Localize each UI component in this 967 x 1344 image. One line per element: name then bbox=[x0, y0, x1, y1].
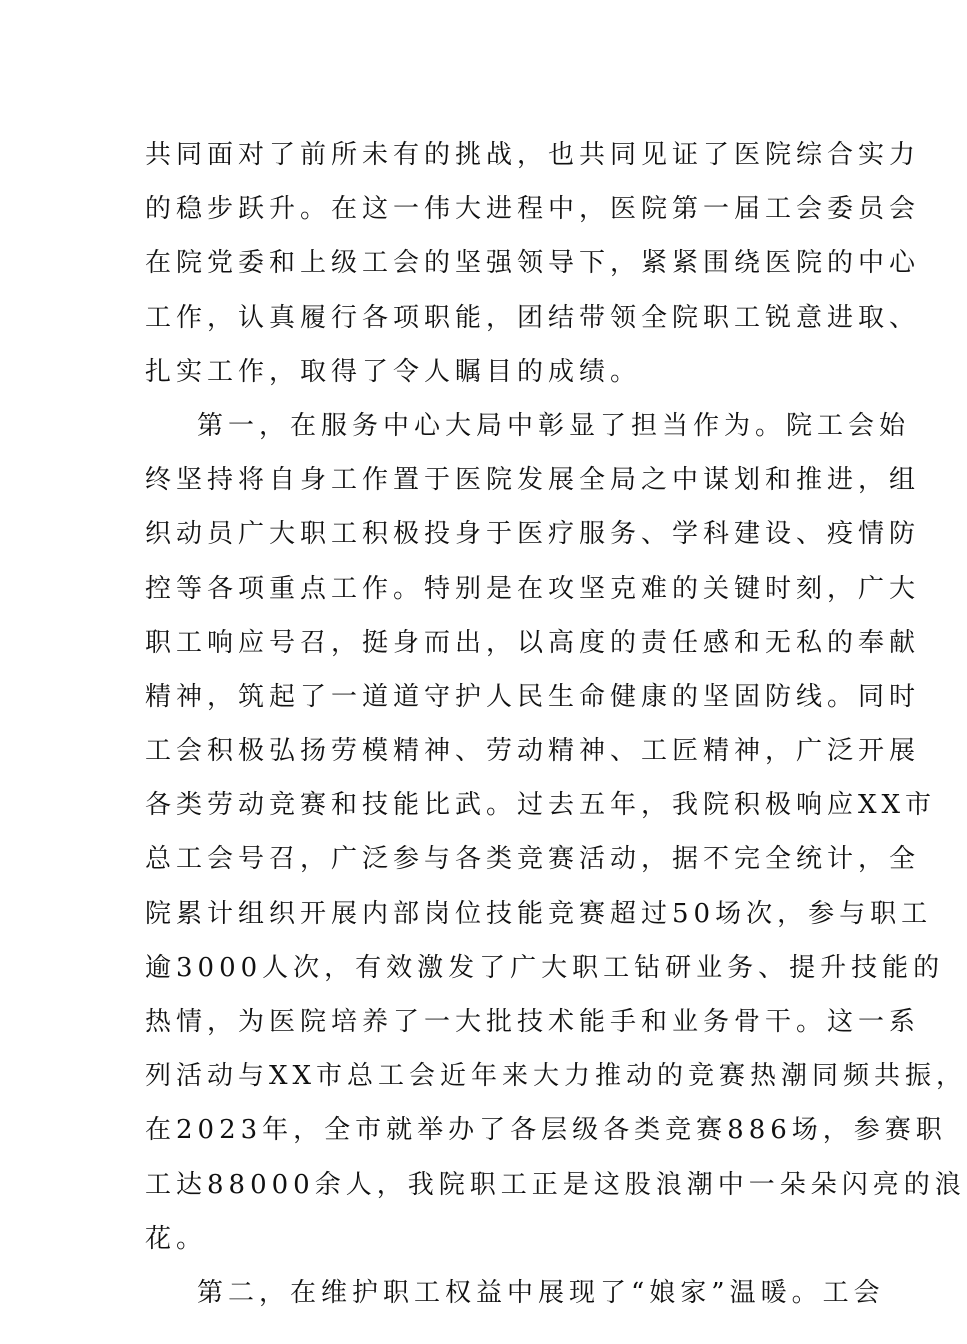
text-line: 逾3000人次，有效激发了广大职工钻研业务、提升技能的 bbox=[145, 952, 945, 983]
text-line: 织动员广大职工积极投身于医疗服务、学科建设、疫情防 bbox=[145, 519, 921, 550]
text-line: 的稳步跃升。在这一伟大进程中，医院第一届工会委员会 bbox=[145, 194, 921, 225]
text-line: 在2023年，全市就举办了各层级各类竞赛886场，参赛职 bbox=[145, 1115, 947, 1146]
text-line: 共同面对了前所未有的挑战，也共同见证了医院综合实力 bbox=[145, 140, 921, 170]
text-line: 控等各项重点工作。特别是在攻坚克难的关键时刻，广大 bbox=[145, 573, 921, 604]
text-line: 列活动与XX市总工会近年来大力推动的竞赛热潮同频共振， bbox=[145, 1061, 967, 1092]
paragraph-first-line: 第一，在服务中心大局中彰显了担当作为。院工会始 bbox=[197, 410, 911, 441]
body-text bbox=[145, 128, 967, 1320]
text-line: 花。 bbox=[145, 1223, 208, 1254]
text-line: 热情，为医院培养了一大批技术能手和业务骨干。这一系 bbox=[145, 1007, 921, 1037]
text-line: 各类劳动竞赛和技能比武。过去五年，我院积极响应XX市 bbox=[145, 790, 937, 821]
text-line: 工会积极弘扬劳模精神、劳动精神、工匠精神，广泛开展 bbox=[145, 736, 921, 767]
text-line: 在院党委和上级工会的坚强领导下，紧紧围绕医院的中心 bbox=[145, 248, 921, 279]
text-line: 总工会号召，广泛参与各类竞赛活动，据不完全统计，全 bbox=[145, 844, 921, 875]
text-line: 扎实工作，取得了令人瞩目的成绩。 bbox=[145, 356, 642, 387]
text-line: 院累计组织开展内部岗位技能竞赛超过50场次，参与职工 bbox=[145, 898, 933, 929]
text-line: 精神，筑起了一道道守护人民生命健康的坚固防线。同时 bbox=[145, 681, 921, 712]
paragraph-first-line: 第二，在维护职工权益中展现了“娘家”温暖。工会 bbox=[197, 1277, 885, 1308]
text-line: 工作，认真履行各项职能，团结带领全院职工锐意进取、 bbox=[145, 302, 921, 333]
text-line: 终坚持将自身工作置于医院发展全局之中谋划和推进，组 bbox=[145, 465, 921, 496]
text-line: 职工响应号召，挺身而出，以高度的责任感和无私的奉献 bbox=[145, 627, 921, 658]
text-line: 工达88000余人，我院职工正是这股浪潮中一朵朵闪亮的浪 bbox=[145, 1169, 966, 1200]
